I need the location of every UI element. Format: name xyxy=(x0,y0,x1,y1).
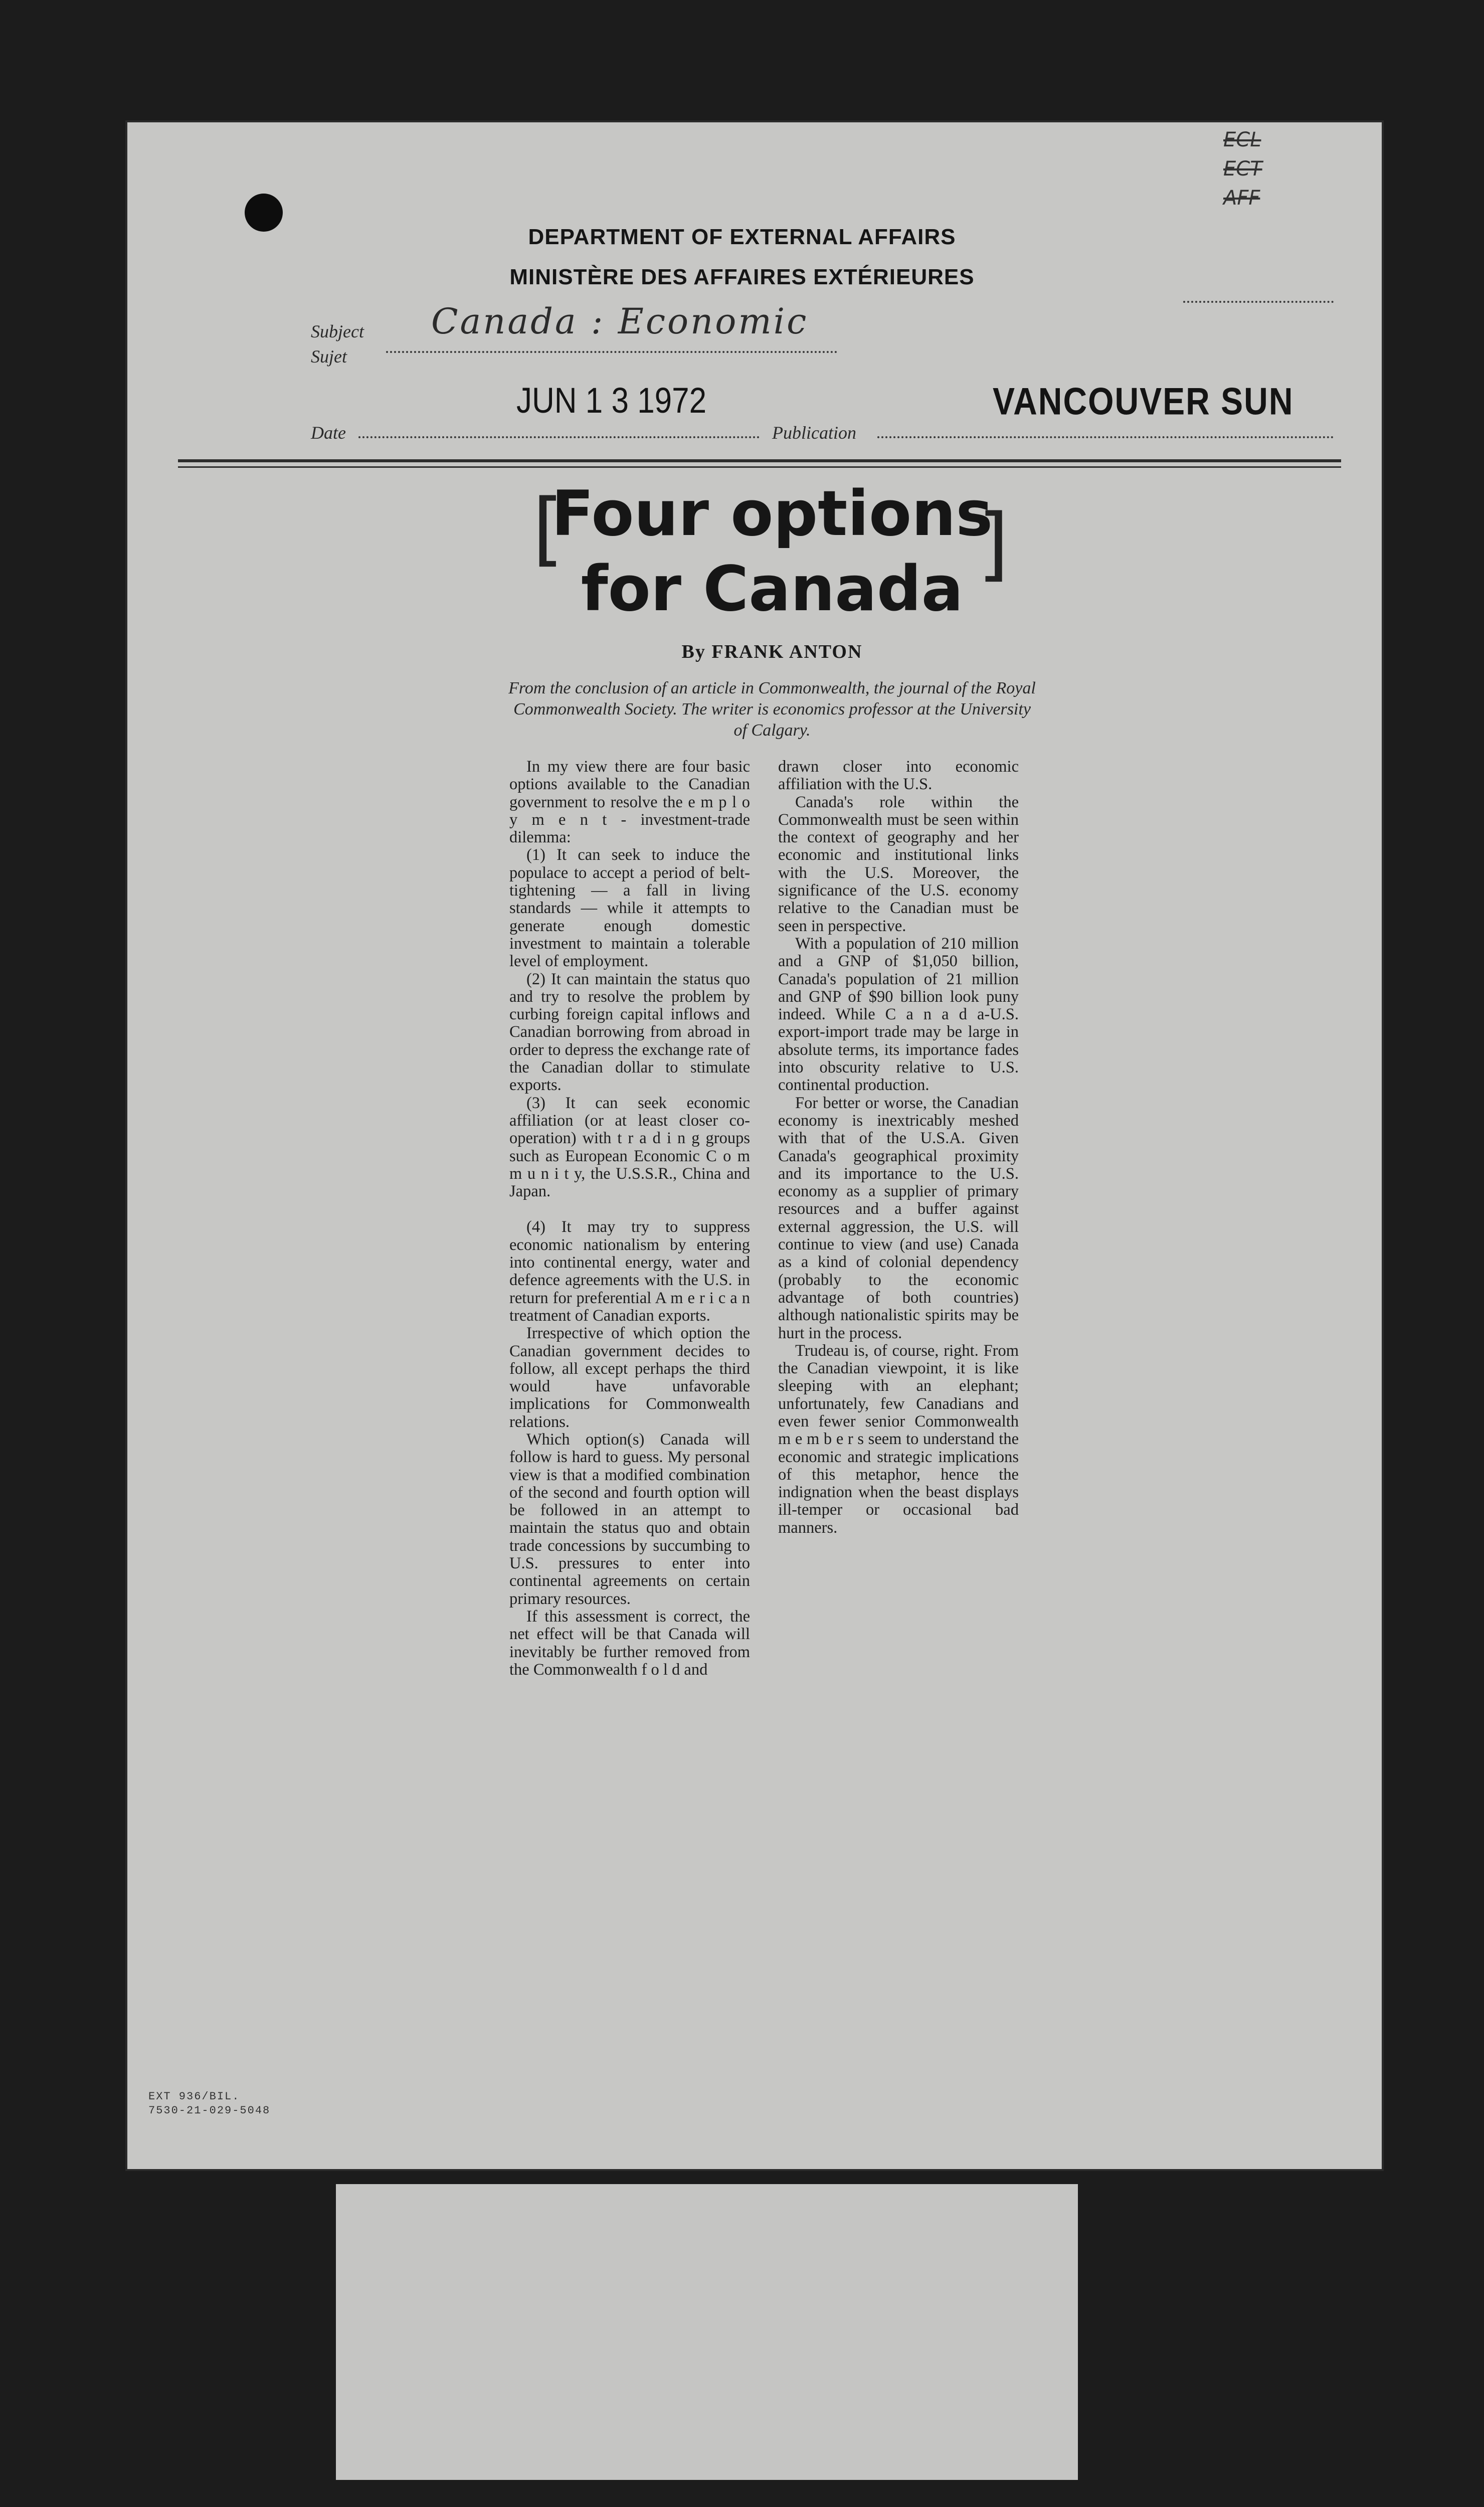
publication-line xyxy=(877,436,1334,438)
paragraph: (4) It may try to suppress economic nationalism by entering into continental energy, water and defence agreements with the U.S. in return for preferential A m e r i c a n treatment of Canadian exports. xyxy=(509,1218,750,1325)
department-fr: MINISTÈRE DES AFFAIRES EXTÉRIEURES xyxy=(509,265,975,289)
subject-line xyxy=(386,351,837,353)
paragraph: (3) It can seek economic affiliation (or at least closer co-operation) with t r a d i n g groups such as European Economic C o m m u n i t y, the U.S.S.R., China and Japan. xyxy=(509,1094,750,1201)
rule-bottom xyxy=(178,466,1341,468)
article-intro: From the conclusion of an article in Commonwealth, the journal of the Royal Commonwealth Society. The writer is economics professor at the University of Calgary. xyxy=(508,679,1036,740)
date-label: Date xyxy=(311,423,346,443)
paragraph: Canada's role within the Commonwealth must be seen within the context of geography and her economic and institutional links with the U.S. Moreover, the significance of the U.S. economy relative to the Canadian must be seen in perspective. xyxy=(778,793,1019,935)
form-number-line-2: 7530-21-029-5048 xyxy=(148,2104,271,2117)
paragraph: With a population of 210 million and a GNP of $1,050 billion, Canada's population of 21 million and GNP of $90 billion look puny indeed. While C a n a d a-U.S. export-import trade may be large in absolute terms, its importance fades into obscurity relative to U.S. continental production. xyxy=(778,934,1019,1095)
attached-slip xyxy=(336,2184,1078,2480)
department-en: DEPARTMENT OF EXTERNAL AFFAIRS xyxy=(528,225,956,249)
form-number xyxy=(148,2090,270,2118)
right-bracket: ] xyxy=(978,496,1009,590)
subject-handwriting: Canada : Economic xyxy=(431,301,809,342)
date-stamp: JUN 1 3 1972 xyxy=(516,381,707,421)
rule-top xyxy=(178,459,1341,462)
paragraph: Irrespective of which option the Canadian government decides to follow, all except perhaps the third would have unfavorable implications for Commonwealth relations. xyxy=(509,1324,750,1431)
sujet-label: Sujet xyxy=(311,346,347,367)
publication-stamp: VANCOUVER SUN xyxy=(993,380,1294,423)
date-line xyxy=(358,436,760,438)
left-bracket: [ xyxy=(532,481,564,575)
paragraph: (2) It can maintain the status quo and try to resolve the problem by curbing foreign capital inflows and Canadian borrowing from abroad in order to depress the exchange rate of the Canadian dollar to stimulate exports. xyxy=(509,970,750,1095)
headline-line-2: for Canada xyxy=(581,553,964,625)
byline: By FRANK ANTON xyxy=(681,641,863,662)
mark-1: ECL xyxy=(1223,128,1261,151)
mark-3: AFF xyxy=(1223,187,1260,210)
form-number-line-1: EXT 936/BIL. xyxy=(148,2090,240,2103)
paragraph: drawn closer into economic affiliation with the U.S. xyxy=(778,758,1019,794)
handwritten-marks xyxy=(1223,125,1262,213)
subject-label: Subject xyxy=(311,321,364,341)
mark-2: ECT xyxy=(1223,157,1262,181)
paragraph: (1) It can seek to induce the populace to accept a period of belt-tightening — a fall in living standards — while it attempts to generate enough domestic investment to maintain a tolerable level of employment. xyxy=(509,846,750,971)
article-column-2 xyxy=(778,758,1019,1537)
article-column-1 xyxy=(509,758,750,1679)
publication-label: Publication xyxy=(772,423,856,443)
paragraph: In my view there are four basic options available to the Canadian government to resolve the e m p l o y m e n t - investment-trade dilemma: xyxy=(509,758,750,847)
subject-line-right xyxy=(1183,301,1334,303)
paragraph: Trudeau is, of course, right. From the Canadian viewpoint, it is like sleeping with an elephant; unfortunately, few Canadians and even fewer senior Commonwealth m e m b e r s seem to understand the economic and strategic implications of this metaphor, hence the indignation when the beast displays ill-temper or occasional bad manners. xyxy=(778,1341,1019,1537)
paragraph: Which option(s) Canada will follow is hard to guess. My personal view is that a modified combination of the second and fourth option will be followed in an attempt to maintain the status quo and obtain trade concessions by succumbing to U.S. pressures to enter into continental agreements on certain primary resources. xyxy=(509,1430,750,1608)
headline-line-1: Four options xyxy=(551,478,993,550)
paragraph: For better or worse, the Canadian economy is inextricably meshed with that of the U.S.A. Given Canada's geographical proximity and its importance to the U.S. economy as a supplier of primary resources and a buffer against external aggression, the U.S. will continue to view (and use) Canada as a kind of colonial dependency (probably to the economic advantage of both countries) although nationalistic spirits may be hurt in the process. xyxy=(778,1094,1019,1342)
paragraph: If this assessment is correct, the net effect will be that Canada will inevitably be further removed from the Commonwealth f o l d and xyxy=(509,1607,750,1679)
